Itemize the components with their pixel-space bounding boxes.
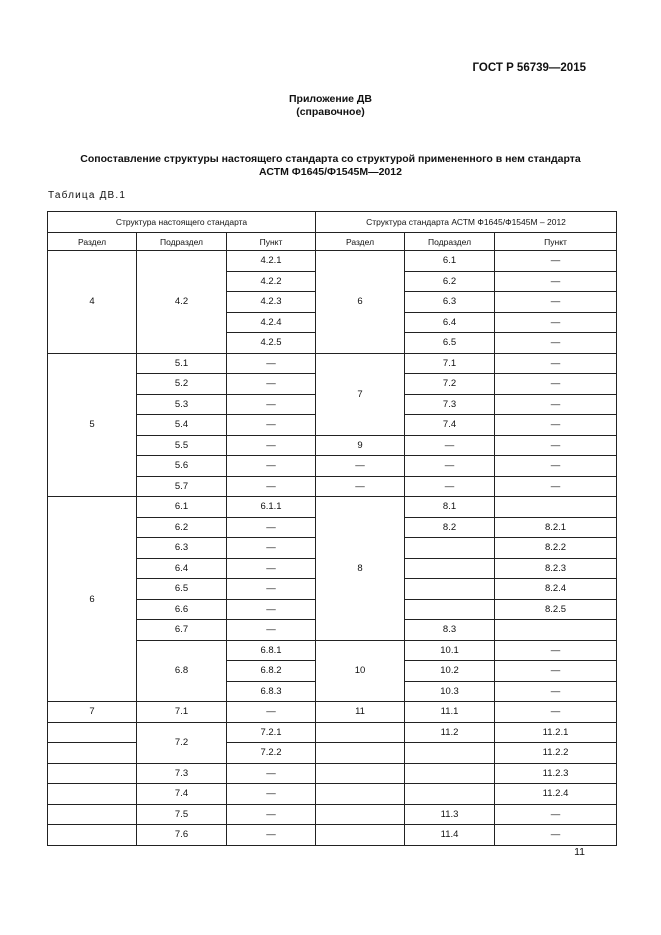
table-cell: 6.8.1 [227, 640, 316, 661]
table-cell: 7.1 [405, 353, 495, 374]
table-cell: — [227, 784, 316, 805]
table-cell: 11.2.4 [495, 784, 617, 805]
table-cell [405, 763, 495, 784]
table-cell: 6 [316, 251, 405, 354]
table-cell: 5.2 [137, 374, 227, 395]
table-row [48, 497, 617, 518]
table-cell: 7 [316, 353, 405, 435]
table-cell: — [405, 435, 495, 456]
section-title [0, 153, 661, 179]
table-cell: 11.2.3 [495, 763, 617, 784]
appendix-subtitle: (справочное) [296, 106, 365, 118]
col-header-subsection: Подраздел [137, 233, 227, 251]
table-cell: 6.6 [137, 599, 227, 620]
table-cell: 6.8.3 [227, 681, 316, 702]
table-row [48, 825, 617, 846]
table-cell: — [227, 476, 316, 497]
table-cell: 5.3 [137, 394, 227, 415]
table-cell: — [495, 312, 617, 333]
table-cell: 6.3 [405, 292, 495, 313]
table-cell: 11 [316, 702, 405, 723]
table-cell: 7.2.1 [227, 722, 316, 743]
table-cell: 5 [48, 353, 137, 497]
table-cell: 4.2.2 [227, 271, 316, 292]
table-cell: 11.2.2 [495, 743, 617, 764]
group-header-row [48, 212, 617, 233]
table-row [48, 743, 617, 764]
table-cell: 11.2.1 [495, 722, 617, 743]
appendix-heading [0, 93, 661, 119]
table-cell: — [495, 292, 617, 313]
table-cell: 8 [316, 497, 405, 641]
table-cell: 5.7 [137, 476, 227, 497]
table-cell [405, 538, 495, 559]
table-cell [316, 804, 405, 825]
table-cell: 5.5 [137, 435, 227, 456]
table-cell: 11.2 [405, 722, 495, 743]
table-cell: 11.4 [405, 825, 495, 846]
table-cell [48, 763, 137, 784]
table-cell: 7.2 [137, 722, 227, 763]
section-title-line2: АСТМ Ф1645/Ф1545М—2012 [259, 166, 402, 178]
table-cell: 6.1 [137, 497, 227, 518]
table-cell: 4.2.3 [227, 292, 316, 313]
table-cell: 8.3 [405, 620, 495, 641]
table-cell: 7.2 [405, 374, 495, 395]
table-cell [405, 579, 495, 600]
table-cell: 6.8.2 [227, 661, 316, 682]
table-cell: — [495, 702, 617, 723]
table-row [48, 353, 617, 374]
table-cell [405, 599, 495, 620]
table-cell: — [227, 517, 316, 538]
table-cell: 6.4 [405, 312, 495, 333]
table-cell: — [316, 456, 405, 477]
table-cell: — [227, 394, 316, 415]
table-cell: — [227, 435, 316, 456]
table-cell: — [227, 599, 316, 620]
table-cell: 8.2.1 [495, 517, 617, 538]
table-cell: — [495, 661, 617, 682]
table-cell: — [227, 579, 316, 600]
table-cell: — [495, 825, 617, 846]
col-header-item: Пункт [227, 233, 316, 251]
appendix-title: Приложение ДВ [289, 93, 372, 105]
table-cell [48, 784, 137, 805]
table-cell: — [495, 415, 617, 436]
section-title-line1: Сопоставление структуры настоящего стандарта со структурой примененного в нем стандарта [80, 153, 581, 165]
table-cell [495, 620, 617, 641]
table-cell: — [495, 681, 617, 702]
table-cell [48, 804, 137, 825]
table-cell: 6 [48, 497, 137, 702]
table-cell: 4.2 [137, 251, 227, 354]
table-cell: 8.2.4 [495, 579, 617, 600]
table-cell [405, 558, 495, 579]
table-cell [316, 743, 405, 764]
col-header-astm-section: Раздел [316, 233, 405, 251]
table-cell [405, 743, 495, 764]
table-cell: 4 [48, 251, 137, 354]
table-cell: 8.2.5 [495, 599, 617, 620]
table-cell: — [227, 415, 316, 436]
table-cell: 4.2.1 [227, 251, 316, 272]
table-cell [405, 784, 495, 805]
col-header-astm-subsection: Подраздел [405, 233, 495, 251]
table-cell: 7.2.2 [227, 743, 316, 764]
table-cell [48, 825, 137, 846]
table-cell: 6.2 [405, 271, 495, 292]
table-cell: — [227, 558, 316, 579]
table-cell: — [495, 476, 617, 497]
table-cell: 10 [316, 640, 405, 702]
table-row [48, 804, 617, 825]
table-cell: — [227, 620, 316, 641]
table-row [48, 702, 617, 723]
table-cell: 8.2.2 [495, 538, 617, 559]
table-cell: — [495, 333, 617, 354]
table-cell: 4.2.4 [227, 312, 316, 333]
table-cell: 5.4 [137, 415, 227, 436]
table-cell: 10.1 [405, 640, 495, 661]
table-cell: — [495, 374, 617, 395]
table-cell: 6.5 [405, 333, 495, 354]
col-header-astm-item: Пункт [495, 233, 617, 251]
table-cell: 7.5 [137, 804, 227, 825]
table-cell: 10.3 [405, 681, 495, 702]
table-cell: 6.7 [137, 620, 227, 641]
table-cell [316, 763, 405, 784]
table-cell: — [495, 804, 617, 825]
table-cell: 7 [48, 702, 137, 723]
table-cell: — [495, 456, 617, 477]
table-cell [48, 722, 137, 743]
table-cell: 7.3 [137, 763, 227, 784]
table-cell: — [227, 763, 316, 784]
table-cell: 7.3 [405, 394, 495, 415]
page-number: 11 [574, 846, 585, 858]
table-cell: 8.2 [405, 517, 495, 538]
group-header-left: Структура настоящего стандарта [48, 212, 316, 233]
table-cell [48, 743, 137, 764]
table-cell: 9 [316, 435, 405, 456]
standard-code: ГОСТ Р 56739—2015 [472, 62, 586, 74]
table-cell: — [227, 825, 316, 846]
table-cell: 8.1 [405, 497, 495, 518]
table-cell: — [495, 353, 617, 374]
table-cell: — [316, 476, 405, 497]
table-cell: 6.3 [137, 538, 227, 559]
table-cell: — [495, 435, 617, 456]
table-cell: 6.5 [137, 579, 227, 600]
group-header-right: Структура стандарта АСТМ Ф1645/Ф1545М – 2012 [316, 212, 617, 233]
table-cell: — [405, 476, 495, 497]
table-caption: Таблица ДВ.1 [48, 190, 127, 201]
table-row [48, 784, 617, 805]
table-cell: 4.2.5 [227, 333, 316, 354]
table-cell: 7.1 [137, 702, 227, 723]
col-header-section: Раздел [48, 233, 137, 251]
table-row [48, 763, 617, 784]
table-cell: — [227, 353, 316, 374]
table-cell: 7.4 [137, 784, 227, 805]
table-cell: 5.6 [137, 456, 227, 477]
table-cell: — [495, 271, 617, 292]
table-row [48, 722, 617, 743]
table-cell: — [227, 374, 316, 395]
table-cell: — [227, 702, 316, 723]
table-cell: 8.2.3 [495, 558, 617, 579]
table-cell: — [227, 456, 316, 477]
table-cell: 6.4 [137, 558, 227, 579]
table-cell: 6.2 [137, 517, 227, 538]
table-row [48, 251, 617, 272]
table-cell: 7.6 [137, 825, 227, 846]
table-cell: — [495, 394, 617, 415]
table-cell [495, 497, 617, 518]
table-cell [316, 784, 405, 805]
table-cell: 6.1 [405, 251, 495, 272]
table-cell: — [405, 456, 495, 477]
table-cell: 11.1 [405, 702, 495, 723]
table-cell: 6.8 [137, 640, 227, 702]
table-cell: — [227, 538, 316, 559]
table-cell: 6.1.1 [227, 497, 316, 518]
comparison-table [47, 211, 617, 846]
table-cell: 11.3 [405, 804, 495, 825]
table-cell: — [495, 251, 617, 272]
table-cell: — [227, 804, 316, 825]
table-cell: — [495, 640, 617, 661]
table-cell [316, 722, 405, 743]
table-cell: 7.4 [405, 415, 495, 436]
table-cell: 10.2 [405, 661, 495, 682]
table-cell [316, 825, 405, 846]
column-header-row [48, 233, 617, 251]
table-cell: 5.1 [137, 353, 227, 374]
